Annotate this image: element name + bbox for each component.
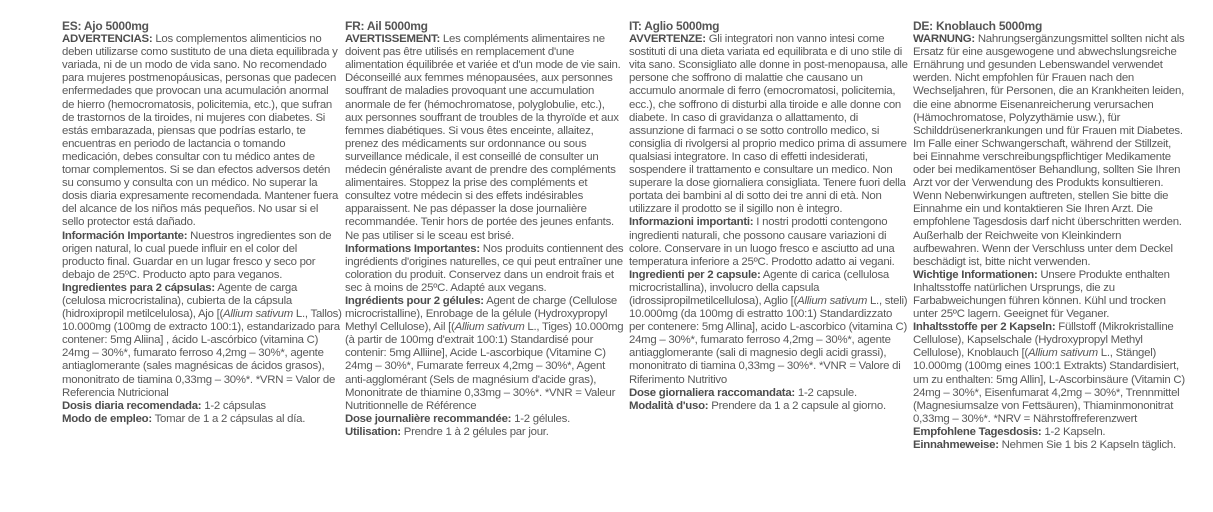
- ingredients-paragraph: [62, 282, 342, 400]
- usage-paragraph: [629, 400, 909, 413]
- para-text-2: L., Stängel) 10.000mg (100mg eines 100:1 Extrakts) Standardisiert, um zu enthalten: 5mg Allin], L-Ascorbinsäure (Vitamin C) 24mg – 30%*, Eisenfumarat 4,2mg – 30%*, Trennmittel (Magnesiumsalze von Fettsäuren), Thiaminmononitrat 0,33mg – 30%*. *NRV = Nährstoffreferenzwert: [913, 347, 1185, 425]
- para-text-2: L., steli) 10.000mg (da 100mg di estratto 100:1) Standardizzato per contenere: 5mg Allina], acido L-ascorbico (vitamina C) 24mg – 30%*, fumarato ferroso 4,2mg – 30%*, agente antiagglomerante (sali di magnesio degli acidi grassi), mononitrato di tiamina 0,33mg – 30%*. *VNR = Valore di Riferimento Nutritivo: [629, 294, 908, 386]
- para-text: Gli integratori non vanno intesi come sostituti di una dieta variata ed equilibrata e di uno stile di vita sano. Sconsigliato alle donne in post-menopausa, alle persone che soffrono di malattie che causano un accumulo anormale di ferro (emocromatosi, policitemia, ecc.), che soffrono di disturbi alla tiroide e alle donne con diabete. In caso di gravidanza o allattamento, di assunzione di farmaci o se sotto controllo medico, si consiglia di rivolgersi al proprio medico prima di assumere qualsiasi integratore. In caso di effetti indesiderati, sospendere il trattamento e consultare un medico. Non superare la dose giornaliera consigliata. Tenere fuori della portata dei bambini al di sotto dei tre anni di età. Non utilizzare il prodotto se il sigillo non è integro.: [629, 33, 908, 216]
- para-label: Dose giornaliera raccomandata:: [629, 386, 795, 399]
- daily-dose-paragraph: [629, 387, 909, 400]
- warnings-paragraph: [913, 33, 1188, 269]
- para-italic: Allium sativum: [223, 308, 293, 321]
- ingredients-paragraph: [629, 269, 909, 387]
- daily-dose-paragraph: [62, 400, 342, 413]
- important-info-paragraph: [629, 216, 909, 268]
- para-italic: Allium sativum: [797, 294, 868, 307]
- para-italic: Allium sativum: [1027, 347, 1098, 360]
- para-label: Utilisation:: [345, 425, 401, 438]
- para-text: Nuestros ingredientes son de origen natural, lo cual puede influir en el color del producto final. Guardar en un lugar fresco y seco por debajo de 25ºC. Producto apto para veganos.: [62, 229, 332, 281]
- para-text: Nehmen Sie 1 bis 2 Kapseln täglich.: [998, 439, 1176, 451]
- warnings-paragraph: [345, 33, 625, 243]
- para-text: Nos produits contiennent des ingrédients d'origines naturelles, ce qui peut entraîner une coloration du produit. Conservez dans un endroit frais et sec à moins de 25ºC. Adapté aux vegans.: [345, 242, 624, 294]
- warnings-paragraph: [629, 33, 909, 216]
- para-label: Modo de empleo:: [62, 412, 152, 425]
- column-title: DE: Knoblauch 5000mg: [913, 19, 1043, 33]
- para-text: 1-2 Kapseln.: [1041, 425, 1106, 438]
- para-label: Ingrédients pour 2 gélules:: [345, 294, 484, 307]
- para-label: Ingredientes para 2 cápsulas:: [62, 281, 215, 294]
- para-label: Informazioni importanti:: [629, 216, 754, 229]
- para-label: Dosis diaria recomendada:: [62, 399, 202, 412]
- important-info-paragraph: [62, 230, 342, 282]
- important-info-paragraph: [913, 269, 1188, 321]
- para-label: ADVERTENCIAS:: [62, 33, 153, 46]
- para-italic: Allium sativum: [454, 321, 525, 334]
- para-text: 1-2 cápsulas: [201, 399, 266, 412]
- column-title: FR: Ail 5000mg: [345, 19, 428, 33]
- column-title: IT: Aglio 5000mg: [629, 19, 720, 33]
- para-label: Informations Importantes:: [345, 242, 480, 255]
- para-label: AVVERTENZE:: [629, 33, 706, 46]
- para-text-2: L., Tiges) 10.000mg (à partir de 100mg d'extrait 100:1) Standardisé pour contenir: 5mg Alliine], Acide L-ascorbique (Vitamine C) 24mg – 30%*, Fumarate ferreux 4,2mg – 30%*, Agent anti-agglomérant (Sels de magnésium d'acide gras), Mononitrate de thiamine 0,33mg – 30%*. *VNR = Valeur Nutritionnelle de Référence: [345, 321, 624, 412]
- usage-paragraph: [345, 426, 625, 439]
- ingredients-paragraph: [913, 321, 1188, 426]
- warnings-paragraph: [62, 33, 342, 229]
- para-text: Prendre 1 à 2 gélules par jour.: [400, 425, 549, 438]
- ingredients-paragraph: [345, 295, 625, 413]
- para-label: Ingredienti per 2 capsule:: [629, 268, 761, 281]
- daily-dose-paragraph: [345, 413, 625, 426]
- usage-paragraph: [913, 439, 1188, 452]
- para-text: Les compléments alimentaires ne doivent pas être utilisés en remplacement d'une alimentation équilibrée et variée et d'un mode de vie sain. Déconseillé aux femmes ménopausées, aux personnes souffrant de maladies provoquant une accumulation anormale de fer (hémochromatose, polyglobulie, etc.), aux personnes souffrant de troubles de la thyroïde et aux femmes diabétiques. Si vous êtes enceinte, allaitez, prenez des médicaments sur ordonnance ou sous surveillance médicale, il est conseillé de consulter un médecin généraliste avant de prendre des compléments alimentaires. Stoppez la prise des compléments et consultez votre médecin si des effets indésirables apparaissent. Ne pas dépasser la dose journalière recommandée. Tenir hors de portée des jeunes enfants. Ne pas utiliser si le sceau est brisé.: [345, 33, 621, 242]
- para-text: Nahrungsergänzungsmittel sollten nicht als Ersatz für eine ausgewogene und abwechslungsreiche Ernährung und gesunden Lebenswandel verwendet werden. Nicht empfohlen für Frauen nach den Wechseljahren, für Personen, die an Krankheiten leiden, die eine abnorme Eisenanreicherung verursachen (Hämochromatose, Polyzythämie usw.), für Schilddrüsenerkrankungen und für Frauen mit Diabetes. Im Falle einer Schwangerschaft, während der Stillzeit, bei Einnahme verschreibungspflichtiger Medikamente oder bei medikamentöser Behandlung, sollten Sie Ihren Arzt vor der Verwendung des Produkts konsultieren. Wenn Nebenwirkungen auftreten, stellen Sie bitte die Einnahme ein und kontaktieren Sie Ihren Arzt. Die empfohlene Tagesdosis darf nicht überschritten werden. Außerhalb der Reichweite von Kleinkindern aufbewahren. Wenn der Verschluss unter dem Deckel beschädigt ist, bitte nicht verwenden.: [913, 33, 1185, 268]
- para-text: 1-2 gélules.: [511, 412, 571, 425]
- para-text: Füllstoff (Mikrokristalline Cellulose), Kapselschale (Hydroxypropyl Methyl Cellulose), Knoblauch [(: [913, 321, 1174, 360]
- para-text: Agente de carga (celulosa microcristalina), cubierta de la cápsula (hidroxipropil metilcelulosa), Ajo [(: [62, 281, 298, 321]
- usage-paragraph: [62, 413, 342, 426]
- para-text: Agent de charge (Cellulose microcristalline), Enrobage de la gélule (Hydroxypropyl Methyl Cellulose), Ail [(: [345, 294, 618, 334]
- para-text-2: L., Tallos) 10.000mg (100mg de extracto 100:1), estandarizado para contener: 5mg Aliina] , ácido L-ascórbico (vitamina C) 24mg – 30%*, fumarato ferroso 4,2mg – 30%*, agente antiaglomerante (sales magnésicas de ácidos grasos), mononitrato de tiamina 0,33mg – 30%*. *VRN = Valor de Referencia Nutricional: [62, 308, 342, 399]
- para-text: Los complementos alimenticios no deben utilizarse como sustituto de una dieta equilibrada y variada, ni de un modo de vida sano. No recomendado para mujeres postmenopáusicas, personas que padecen enfermedades que provocan una acumulación anormal de hierro (hemocromatosis, policitemia, etc.), que sufran de trastornos de la tiroides, ni mujeres con diabetes. Si estás embarazada, piensas que podrías estarlo, te encuentras en periodo de lactancia o tomando medicación, debes consultar con tu médico antes de tomar complementos. Si se dan efectos adversos detén su consumo y consulta con un médico. No superar la dosis diaria expresamente recomendada. Mantener fuera del alcance de los niños más pequeños. No usar si el sello protector está dañado.: [62, 33, 339, 229]
- para-label: Modalità d'uso:: [629, 399, 709, 412]
- para-text: Prendere da 1 a 2 capsule al giorno.: [708, 399, 886, 412]
- column-fr: [345, 20, 625, 439]
- para-label: Wichtige Informationen:: [913, 268, 1038, 281]
- important-info-paragraph: [345, 243, 625, 295]
- para-label: Inhaltsstoffe per 2 Kapseln:: [913, 321, 1056, 334]
- daily-dose-paragraph: [913, 426, 1188, 439]
- para-text: 1-2 capsule.: [794, 386, 857, 399]
- para-text: I nostri prodotti contengono ingredienti naturali, che possono causare variazioni di colore. Conservare in un luogo fresco e asciutto ad una temperatura inferiore a 25ºC. Prodotto adatto ai vegani.: [629, 216, 895, 268]
- para-label: AVERTISSEMENT:: [345, 33, 441, 46]
- para-label: Einnahmeweise:: [913, 439, 999, 451]
- para-label: Información Importante:: [62, 229, 188, 242]
- para-label: WARNUNG:: [913, 33, 975, 46]
- para-label: Dose journalière recommandée:: [345, 412, 512, 425]
- column-de: [913, 20, 1188, 452]
- column-es: [62, 20, 342, 426]
- para-text: Agente di carica (cellulosa microcristallina), involucro della capsula (idrossipropilmetilcellulosa), Aglio [(: [629, 268, 889, 307]
- column-it: [629, 20, 909, 413]
- para-text: Tomar de 1 a 2 cápsulas al día.: [151, 412, 306, 425]
- column-title: ES: Ajo 5000mg: [62, 19, 149, 33]
- para-text: Unsere Produkte enthalten Inhaltsstoffe natürlichen Ursprungs, die zu Farbabweichungen führen können. Kühl und trocken unter 25ºC lagern. Geeignet für Veganer.: [913, 268, 1170, 321]
- para-label: Empfohlene Tagesdosis:: [913, 425, 1042, 438]
